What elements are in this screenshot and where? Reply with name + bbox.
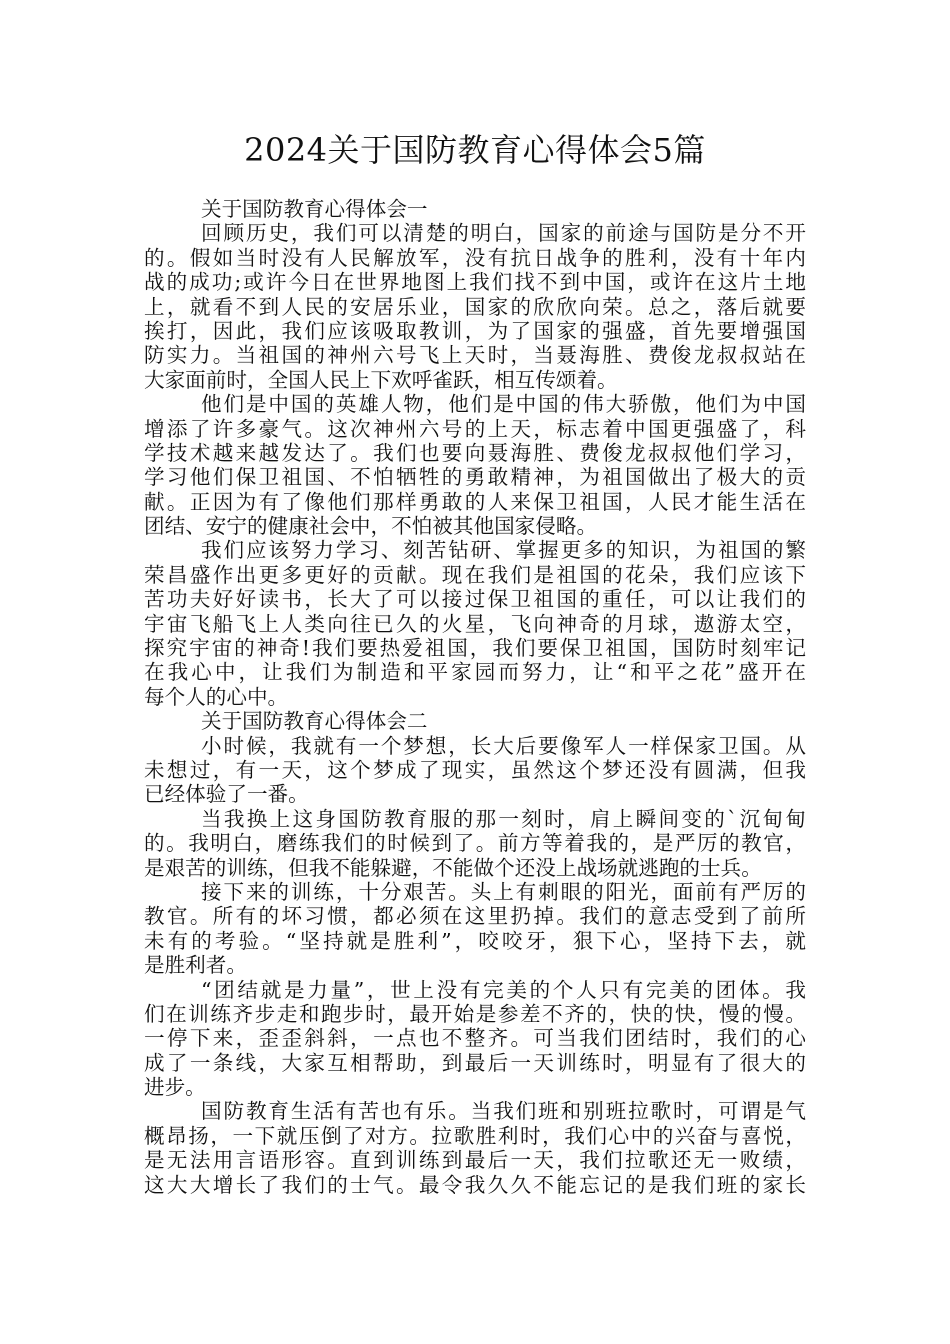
text-line: 每个人的心中。 (144, 684, 289, 709)
text-line: 团结、安宁的健康社会中，不怕被其他国家侵略。 (144, 514, 598, 539)
text-line: 一停下来，歪歪斜斜，一点也不整齐。可当我们团结时，我们的心 (144, 1026, 806, 1051)
text-line: 的。假如当时没有人民解放军，没有抗日战争的胜利，没有十年内 (144, 245, 806, 270)
document-body (144, 197, 806, 1197)
text-line: 未有的考验。“坚持就是胜利”，咬咬牙，狠下心，坚持下去，就 (144, 928, 806, 953)
text-line: 是胜利者。 (144, 953, 247, 978)
text-line: 挨打，因此，我们应该吸取教训，为了国家的强盛，首先要增强国 (144, 318, 806, 343)
text-line: 探究宇宙的神奇!我们要热爱祖国，我们要保卫祖国，国防时刻牢记 (144, 636, 806, 661)
text-line: 进步。 (144, 1075, 206, 1100)
text-line: 国防教育生活有苦也有乐。当我们班和别班拉歌时，可谓是气 (201, 1099, 806, 1124)
text-line: 学习他们保卫祖国、不怕牺牲的勇敢精神，为祖国做出了极大的贡 (144, 465, 806, 490)
text-line: “团结就是力量”，世上没有完美的个人只有完美的团体。我 (201, 977, 806, 1002)
text-line: 在我心中，让我们为制造和平家园而努力，让“和平之花”盛开在 (144, 660, 806, 685)
text-line: 概昂扬，一下就压倒了对方。拉歌胜利时，我们心中的兴奋与喜悦， (144, 1123, 806, 1148)
text-line: 接下来的训练，十分艰苦。头上有刺眼的阳光，面前有严厉的 (201, 879, 806, 904)
text-line: 宇宙飞船飞上人类向往已久的火星，飞向神奇的月球，遨游太空， (144, 611, 806, 636)
text-line: 是无法用言语形容。直到训练到最后一天，我们拉歌还无一败绩， (144, 1148, 806, 1173)
text-line: 大家面前时，全国人民上下欢呼雀跃，相互传颂着。 (144, 367, 618, 392)
text-line: 成了一条线，大家互相帮助，到最后一天训练时，明显有了很大的 (144, 1050, 806, 1075)
text-line: 教官。所有的坏习惯，都必须在这里扔掉。我们的意志受到了前所 (144, 904, 806, 929)
text-line: 关于国防教育心得体会一 (201, 197, 428, 221)
text-line: 学技术越来越发达了。我们也要向聂海胜、费俊龙叔叔他们学习， (144, 440, 806, 465)
text-line: 的。我明白，磨练我们的时候到了。前方等着我的，是严厉的教官， (144, 831, 806, 856)
text-line: 防实力。当祖国的神州六号飞上天时，当聂海胜、费俊龙叔叔站在 (144, 343, 806, 368)
text-line: 是艰苦的训练，但我不能躲避，不能做个还没上战场就逃跑的士兵。 (144, 855, 762, 880)
text-line: 未想过，有一天，这个梦成了现实，虽然这个梦还没有圆满，但我 (144, 757, 806, 782)
text-line: 们在训练齐步走和跑步时，最开始是参差不齐的，快的快，慢的慢。 (144, 1001, 806, 1026)
text-line: 小时候，我就有一个梦想，长大后要像军人一样保家卫国。从 (201, 733, 806, 758)
text-line: 献。正因为有了像他们那样勇敢的人来保卫祖国，人民才能生活在 (144, 489, 806, 514)
text-line: 我们应该努力学习、刻苦钻研、掌握更多的知识，为祖国的繁 (201, 538, 806, 563)
text-line: 他们是中国的英雄人物，他们是中国的伟大骄傲，他们为中国 (201, 392, 806, 417)
text-line: 战的成功;或许今日在世界地图上我们找不到中国，或许在这片土地 (144, 270, 806, 295)
text-line: 荣昌盛作出更多更好的贡献。现在我们是祖国的花朵，我们应该下 (144, 562, 806, 587)
document-title: 2024关于国防教育心得体会5篇 (244, 131, 706, 169)
text-line: 已经体验了一番。 (144, 782, 309, 807)
text-line: 回顾历史，我们可以清楚的明白，国家的前途与国防是分不开 (201, 221, 806, 246)
text-line: 关于国防教育心得体会二 (201, 709, 428, 734)
text-line: 增添了许多豪气。这次神州六号的上天，标志着中国更强盛了，科 (144, 416, 806, 441)
text-line: 这大大增长了我们的士气。最令我久久不能忘记的是我们班的家长 (144, 1172, 806, 1197)
text-line: 上，就看不到人民的安居乐业，国家的欣欣向荣。总之，落后就要 (144, 294, 806, 319)
text-line: 苦功夫好好读书，长大了可以接过保卫祖国的重任，可以让我们的 (144, 587, 806, 612)
text-line: 当我换上这身国防教育服的那一刻时，肩上瞬间变的`沉甸甸 (201, 806, 806, 831)
